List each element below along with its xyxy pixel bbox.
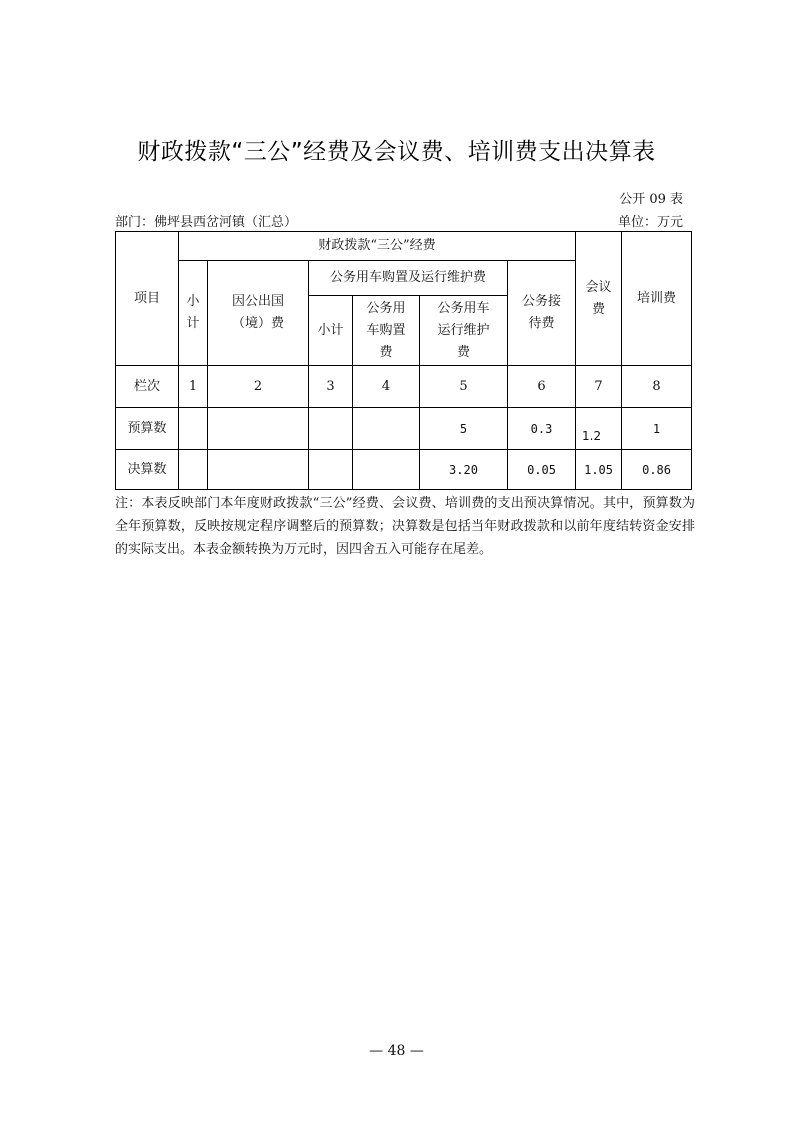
header-vehicle-operation: 公务用车运行维护费 (420, 296, 508, 366)
table-cell: 0.3 (508, 408, 576, 450)
page-title: 财政拨款“三公”经费及会议费、培训费支出决算表 (137, 139, 656, 165)
table-cell: 2 (208, 366, 309, 408)
department-label: 部门：佛坪县西岔河镇（汇总） (115, 215, 298, 230)
header-vehicle-purchase: 公务用车购置费 (353, 296, 420, 366)
expenditure-table (115, 231, 692, 490)
header-vehicle-group: 公务用车购置及运行维护费 (309, 261, 508, 296)
table-cell: 1 (179, 366, 208, 408)
table-cell: 8 (622, 366, 692, 408)
table-cell: 7 (576, 366, 622, 408)
table-row (116, 408, 692, 450)
row-label: 预算数 (116, 408, 179, 450)
header-training: 培训费 (622, 232, 692, 366)
header-item: 项目 (116, 232, 179, 366)
row-label: 决算数 (116, 450, 179, 490)
table-cell (353, 450, 420, 490)
table-cell (353, 408, 420, 450)
table-cell: 6 (508, 366, 576, 408)
table-cell: 1.2 (576, 408, 622, 450)
header-vehicle-subtotal: 小计 (309, 296, 353, 366)
header-reception: 公务接待费 (508, 261, 576, 366)
table-cell (208, 450, 309, 490)
header-meeting: 会议费 (576, 232, 622, 366)
unit-label: 单位：万元 (617, 215, 683, 230)
table-cell: 0.86 (622, 450, 692, 490)
page-number: — 48 — (369, 1043, 424, 1059)
table-cell: 1 (622, 408, 692, 450)
table-cell: 3 (309, 366, 353, 408)
table-cell (179, 408, 208, 450)
table-cell: 4 (353, 366, 420, 408)
table-cell (309, 450, 353, 490)
table-cell: 1.05 (576, 450, 622, 490)
header-subtotal: 小计 (179, 261, 208, 366)
form-number: 公开 09 表 (619, 192, 683, 207)
table-row (116, 366, 692, 408)
table-row (116, 450, 692, 490)
table-cell: 3.20 (420, 450, 508, 490)
table-cell (309, 408, 353, 450)
table-cell: 0.05 (508, 450, 576, 490)
table-cell: 5 (420, 366, 508, 408)
table-cell (179, 450, 208, 490)
header-sangong-group: 财政拨款“三公”经费 (179, 232, 576, 261)
table-cell (208, 408, 309, 450)
row-label: 栏次 (116, 366, 179, 408)
table-note: 注：本表反映部门本年度财政拨款“三公”经费、会议费、培训费的支出预决算情况。其中，预算数为全年预算数，反映按规定程序调整后的预算数；决算数是包括当年财政拨款和以前年度结转资金安排的实际支出。本表金额转换为万元时，因四舍五入可能存在尾差。 (115, 496, 695, 557)
table-cell: 5 (420, 408, 508, 450)
header-abroad: 因公出国（境）费 (208, 261, 309, 366)
